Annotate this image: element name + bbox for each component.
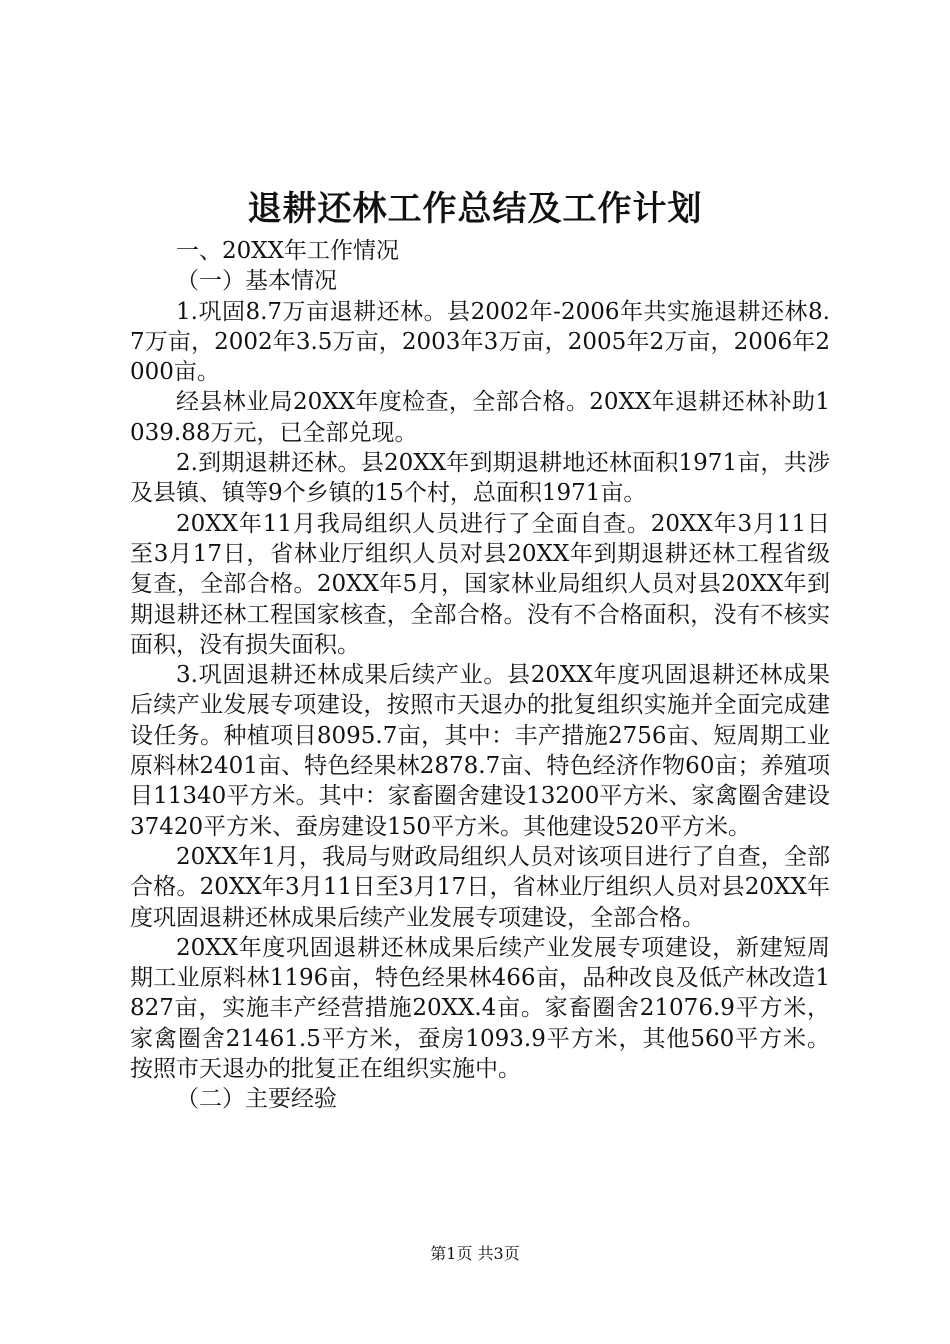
section-heading-work-status: 一、20XX年工作情况 xyxy=(176,238,400,264)
subsection-heading-main-experience: （二）主要经验 xyxy=(176,1086,337,1113)
paragraph-project-self-check: 20XX年1月，我局与财政局组织人员对该项目进行了自查，全部合格。20XX年3月11日至3月17日，省林业厅组织人员对县20XX年度巩固退耕还林成果后续产业发展专项建设，全部合格。 xyxy=(130,843,830,931)
subsection-heading-basic-situation: （一）基本情况 xyxy=(176,268,337,295)
paragraph-follow-up-industry: 3.巩固退耕还林成果后续产业。县20XX年度巩固退耕还林成果后续产业发展专项建设，按照市天退办的批复组织实施并全面完成建设任务。种植项目8095.7亩，其中：丰产措施2756亩、短周期工业原料林2401亩、特色经果林2878.7亩、特色经济作物60亩；养殖项目11340平方米。其中：家畜圈舍建设13200平方米、家禽圈舍建设37420平方米、蚕房建设150平方米。其他建设520平方米。 xyxy=(130,662,830,840)
document-title: 退耕还林工作总结及工作计划 xyxy=(247,189,703,229)
paragraph-self-inspection-review: 20XX年11月我局组织人员进行了全面自查。20XX年3月11日至3月17日，省林业厅组织人员对县20XX年到期退耕还林工程省级复查，全部合格。20XX年5月，国家林业局组织人员对县20XX年到期退耕还林工程国家核查，全部合格。没有不合格面积，没有不核实面积，没有损失面积。 xyxy=(130,510,830,658)
paragraph-consolidate-returning-farmland: 1.巩固8.7万亩退耕还林。县2002年-2006年共实施退耕还林8.7万亩，2002年3.5万亩，2003年3万亩，2005年2万亩，2006年2000亩。 xyxy=(130,298,830,386)
paragraph-annual-inspection: 经县林业局20XX年度检查，全部合格。20XX年退耕还林补助1039.88万元，已全部兑现。 xyxy=(130,389,830,446)
page-number-footer: 第1页 共3页 xyxy=(430,1244,520,1263)
paragraph-expired-returning-farmland: 2.到期退耕还林。县20XX年到期退耕地还林面积1971亩，共涉及县镇、镇等9个乡镇的15个村，总面积1971亩。 xyxy=(130,450,830,507)
document-body xyxy=(130,236,830,1115)
paragraph-new-construction: 20XX年度巩固退耕还林成果后续产业发展专项建设，新建短周期工业原料林1196亩，特色经果林466亩，品种改良及低产林改造1827亩，实施丰产经营措施20XX.4亩。家畜圈舍21076.9平方米，家禽圈舍21461.5平方米，蚕房1093.9平方米，其他560平方米。按照市天退办的批复正在组织实施中。 xyxy=(130,934,830,1083)
